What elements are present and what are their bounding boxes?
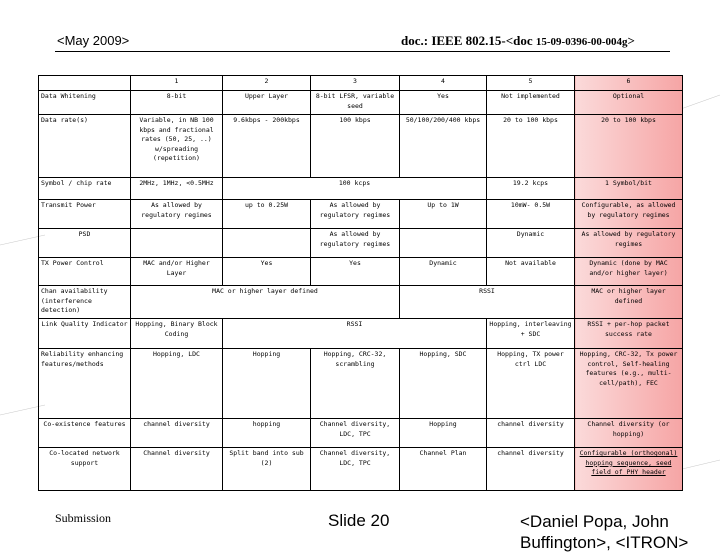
header-cell-5: 5: [487, 76, 575, 91]
row-label: PSD: [39, 229, 131, 258]
table-cell: Hopping: [400, 419, 487, 448]
table-cell: Optional: [575, 91, 683, 115]
table-cell: 2MHz, 1MHz, <0.5MHz: [131, 178, 223, 200]
header-cell-1: 1: [131, 76, 223, 91]
row-label: Symbol / chip rate: [39, 178, 131, 200]
table-cell: 20 to 100 kbps: [575, 115, 683, 178]
table-cell: [131, 229, 223, 258]
table-cell: As allowed by regulatory regimes: [575, 229, 683, 258]
header-doc-prefix: doc.: IEEE 802.15-<doc: [401, 33, 536, 48]
table-cell: Hopping: [223, 349, 311, 419]
footer-submission: Submission: [55, 511, 112, 525]
table-cell: [400, 229, 487, 258]
header-cell-6: 6: [575, 76, 683, 91]
table-row: [39, 91, 683, 115]
table-cell: Channel diversity, LDC, TPC: [311, 419, 400, 448]
table-row: [39, 229, 683, 258]
table-cell: Yes: [223, 258, 311, 286]
header-date: <May 2009>: [57, 33, 130, 48]
table-row: [39, 115, 683, 178]
table-cell: Channel diversity: [131, 448, 223, 491]
table-row: [39, 448, 683, 491]
table-cell: Split band into sub (2): [223, 448, 311, 491]
footer-author: <Daniel Popa, John Buffington>, <ITRON>: [520, 512, 689, 552]
table-cell: Configurable, as allowed by regulatory regimes: [575, 200, 683, 229]
table-cell: 50/100/200/400 kbps: [400, 115, 487, 178]
table-cell: 8-bit LFSR, variable seed: [311, 91, 400, 115]
table-row: [39, 258, 683, 286]
table-cell: Channel diversity (or hopping): [575, 419, 683, 448]
header-cell-2: 2: [223, 76, 311, 91]
table-cell: Variable, in NB 100 kbps and fractional rates (50, 25, ..) w/spreading (repetition): [131, 115, 223, 178]
table-cell: RSSI + per-hop packet success rate: [575, 319, 683, 349]
table-cell: Yes: [400, 91, 487, 115]
row-label: TX Power Control: [39, 258, 131, 286]
table-cell: Hopping, interleaving + SDC: [487, 319, 575, 349]
header-doc-id: [401, 33, 635, 49]
header-cell-4: 4: [400, 76, 487, 91]
header-cell-3: 3: [311, 76, 400, 91]
row-label: Co-located network support: [39, 448, 131, 491]
table-cell: 19.2 kcps: [487, 178, 575, 200]
row-label: Link Quality Indicator: [39, 319, 131, 349]
row-label: Co-existence features: [39, 419, 131, 448]
table-cell: Hopping, TX power ctrl LDC: [487, 349, 575, 419]
table-cell: Hopping, CRC-32, scrambling: [311, 349, 400, 419]
table-cell: As allowed by regulatory regimes: [311, 200, 400, 229]
table-row: [39, 419, 683, 448]
table-cell: up to 0.25W: [223, 200, 311, 229]
table-cell: 100 kcps: [223, 178, 487, 200]
table-cell: 10mW- 0.5W: [487, 200, 575, 229]
table-row: [39, 178, 683, 200]
header-rule: [55, 51, 670, 52]
table-cell: Up to 1W: [400, 200, 487, 229]
row-label: Chan availability (interference detection): [39, 286, 131, 319]
table-cell: As allowed by regulatory regimes: [131, 200, 223, 229]
row-label: Data Whitening: [39, 91, 131, 115]
comparison-table: [38, 75, 683, 491]
header-doc-suffix: >: [627, 33, 635, 48]
table-cell: Hopping, SDC: [400, 349, 487, 419]
table-cell: Channel diversity, LDC, TPC: [311, 448, 400, 491]
table-cell: Dynamic: [400, 258, 487, 286]
table-header-row: [39, 76, 683, 91]
row-label: Data rate(s): [39, 115, 131, 178]
table-cell: MAC or higher layer defined: [575, 286, 683, 319]
table-row: [39, 286, 683, 319]
table-cell: Dynamic (done by MAC and/or higher layer): [575, 258, 683, 286]
table-cell: Hopping, LDC: [131, 349, 223, 419]
table-cell: hopping: [223, 419, 311, 448]
table-cell: 9.6kbps - 200kbps: [223, 115, 311, 178]
row-label: Reliability enhancing features/methods: [39, 349, 131, 419]
header-cell-empty: [39, 76, 131, 91]
table-cell: channel diversity: [131, 419, 223, 448]
table-cell: RSSI: [223, 319, 487, 349]
table-cell: Hopping, CRC-32, Tx power control, Self-healing features (e.g., multi-cell/path), FEC: [575, 349, 683, 419]
table-cell: Configurable (orthogonal) hopping sequence, seed field of PHY header: [575, 448, 683, 491]
footer-slide-number: Slide 20: [328, 511, 390, 530]
table-cell: Channel Plan: [400, 448, 487, 491]
table-cell: Upper Layer: [223, 91, 311, 115]
table-cell: channel diversity: [487, 448, 575, 491]
table-cell: Not available: [487, 258, 575, 286]
table-cell: Dynamic: [487, 229, 575, 258]
table-cell: channel diversity: [487, 419, 575, 448]
table-cell: 20 to 100 kbps: [487, 115, 575, 178]
table-cell: 1 Symbol/bit: [575, 178, 683, 200]
table-cell: As allowed by regulatory regimes: [311, 229, 400, 258]
table-cell: Not implemented: [487, 91, 575, 115]
table-cell: Hopping, Binary Block Coding: [131, 319, 223, 349]
table-cell: 8-bit: [131, 91, 223, 115]
table-cell: RSSI: [400, 286, 575, 319]
table-row: [39, 319, 683, 349]
table-cell: [223, 229, 311, 258]
table-row: [39, 349, 683, 419]
table-row: [39, 200, 683, 229]
table-cell: MAC or higher layer defined: [131, 286, 400, 319]
table-cell: 100 kbps: [311, 115, 400, 178]
row-label: Transmit Power: [39, 200, 131, 229]
table-cell: MAC and/or Higher Layer: [131, 258, 223, 286]
table-cell: Yes: [311, 258, 400, 286]
header-doc-number: 15-09-0396-00-004g: [535, 36, 628, 48]
